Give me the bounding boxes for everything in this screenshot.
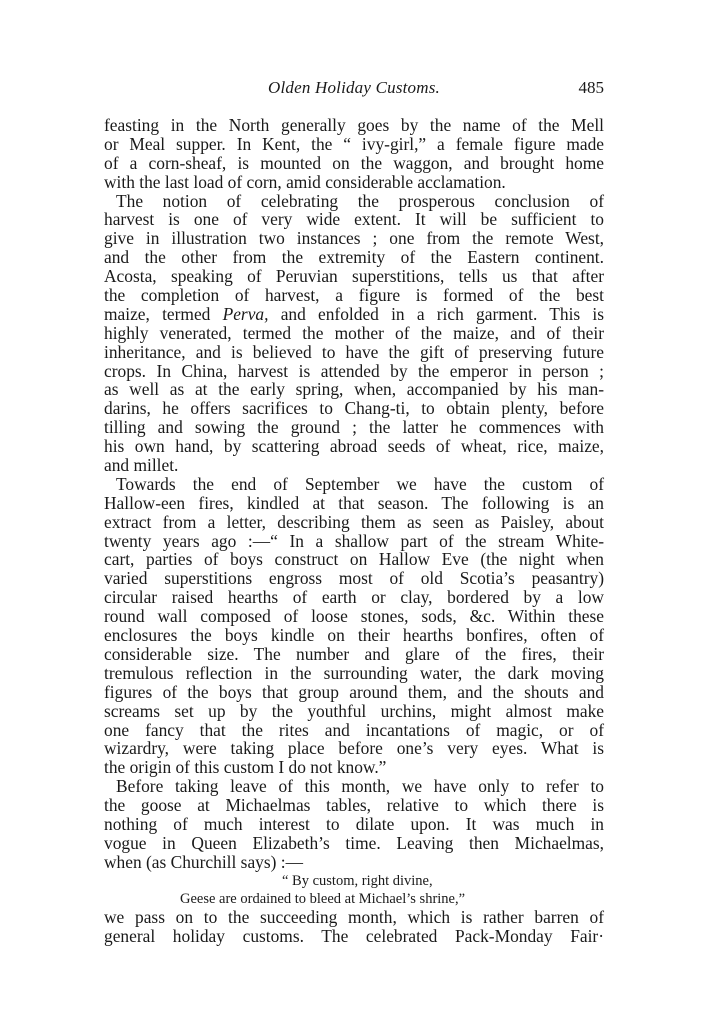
text-segment: maize, termed <box>104 303 223 324</box>
text-line: Hallow-een fires, kindled at that season. The following is an <box>104 492 604 513</box>
book-page <box>104 78 604 945</box>
text-line: darins, he offers sacrifices to Chang-ti, to obtain plenty, before <box>104 398 604 419</box>
text-line: we pass on to the succeeding month, which is rather barren of <box>104 906 604 927</box>
running-head <box>104 78 604 106</box>
page-number: 485 <box>578 78 604 97</box>
verse-line: Geese are ordained to bleed at Michael’s shrine,” <box>180 890 466 907</box>
text-segment: and enfolded in a rich garment. This is <box>268 303 604 324</box>
running-title: Olden Holiday Customs. <box>267 78 441 97</box>
text-line: inheritance, and is believed to have the gift of preserving future <box>104 341 604 362</box>
text-line: one fancy that the rites and incantations of magic, or of <box>104 719 604 740</box>
body-text <box>104 116 604 945</box>
text-line: and the other from the extremity of the Eastern continent. <box>104 247 604 268</box>
text-line: The notion of celebrating the prosperous conclusion of <box>116 190 604 211</box>
text-line: as well as at the early spring, when, accompanied by his man- <box>104 379 604 400</box>
text-line: when (as Churchill says) :— <box>104 851 303 872</box>
text-line <box>104 305 604 324</box>
text-line: circular raised hearths of earth or clay, bordered by a low <box>104 587 604 608</box>
text-line: cart, parties of boys construct on Hallow Eve (the night when <box>104 549 604 570</box>
text-line: the goose at Michaelmas tables, relative to which there is <box>104 795 604 816</box>
verse-line: “ By custom, right divine, <box>282 872 433 889</box>
text-line: with the last load of corn, amid considerable acclamation. <box>104 171 506 192</box>
text-line: round wall composed of loose stones, sods, &c. Within these <box>104 606 604 627</box>
text-line: feasting in the North generally goes by the name of the Mell <box>104 115 604 135</box>
text-line: the origin of this custom I do not know.” <box>104 757 387 778</box>
text-line: general holiday customs. The celebrated Pack-Monday Fair· <box>104 925 604 946</box>
text-line: the completion of harvest, a figure is formed of the best <box>104 285 604 306</box>
text-line: considerable size. The number and glare of the fires, their <box>104 643 604 664</box>
text-line: give in illustration two instances ; one from the remote West, <box>104 228 604 249</box>
text-line: of a corn-sheaf, is mounted on the waggon, and brought home <box>104 152 604 173</box>
text-line: Before taking leave of this month, we have only to refer to <box>116 776 604 797</box>
text-line: figures of the boys that group around them, and the shouts and <box>104 681 604 702</box>
text-line: varied superstitions engross most of old Scotia’s peasantry) <box>104 568 604 589</box>
text-line: tremulous reflection in the surrounding water, the dark moving <box>104 662 604 683</box>
text-line: or Meal supper. In Kent, the “ ivy-girl,” a female figure made <box>104 133 604 154</box>
text-line: and millet. <box>104 455 179 476</box>
text-line: extract from a letter, describing them as seen as Paisley, about <box>104 511 604 532</box>
text-line: screams set up by the youthful urchins, might almost make <box>104 700 604 721</box>
text-line: nothing of much interest to dilate upon. It was much in <box>104 813 604 834</box>
text-line: Towards the end of September we have the custom of <box>116 473 604 494</box>
italic-term: Perva, <box>222 303 269 324</box>
text-line: wizardry, were taking place before one’s very eyes. What is <box>104 738 604 759</box>
text-line: his own hand, by scattering abroad seeds of wheat, rice, maize, <box>104 436 604 457</box>
text-line: crops. In China, harvest is attended by the emperor in person ; <box>104 360 604 381</box>
text-line: enclosures the boys kindle on their hearths bonfires, often of <box>104 625 604 646</box>
text-line: tilling and sowing the ground ; the latter he commences with <box>104 417 604 438</box>
text-line: vogue in Queen Elizabeth’s time. Leaving then Michaelmas, <box>104 832 604 853</box>
text-line: twenty years ago :—“ In a shallow part of the stream White- <box>104 530 604 551</box>
text-line: harvest is one of very wide extent. It will be sufficient to <box>104 209 604 230</box>
text-line: Acosta, speaking of Peruvian superstitions, tells us that after <box>104 266 604 287</box>
text-line: highly venerated, termed the mother of the maize, and of their <box>104 322 604 343</box>
